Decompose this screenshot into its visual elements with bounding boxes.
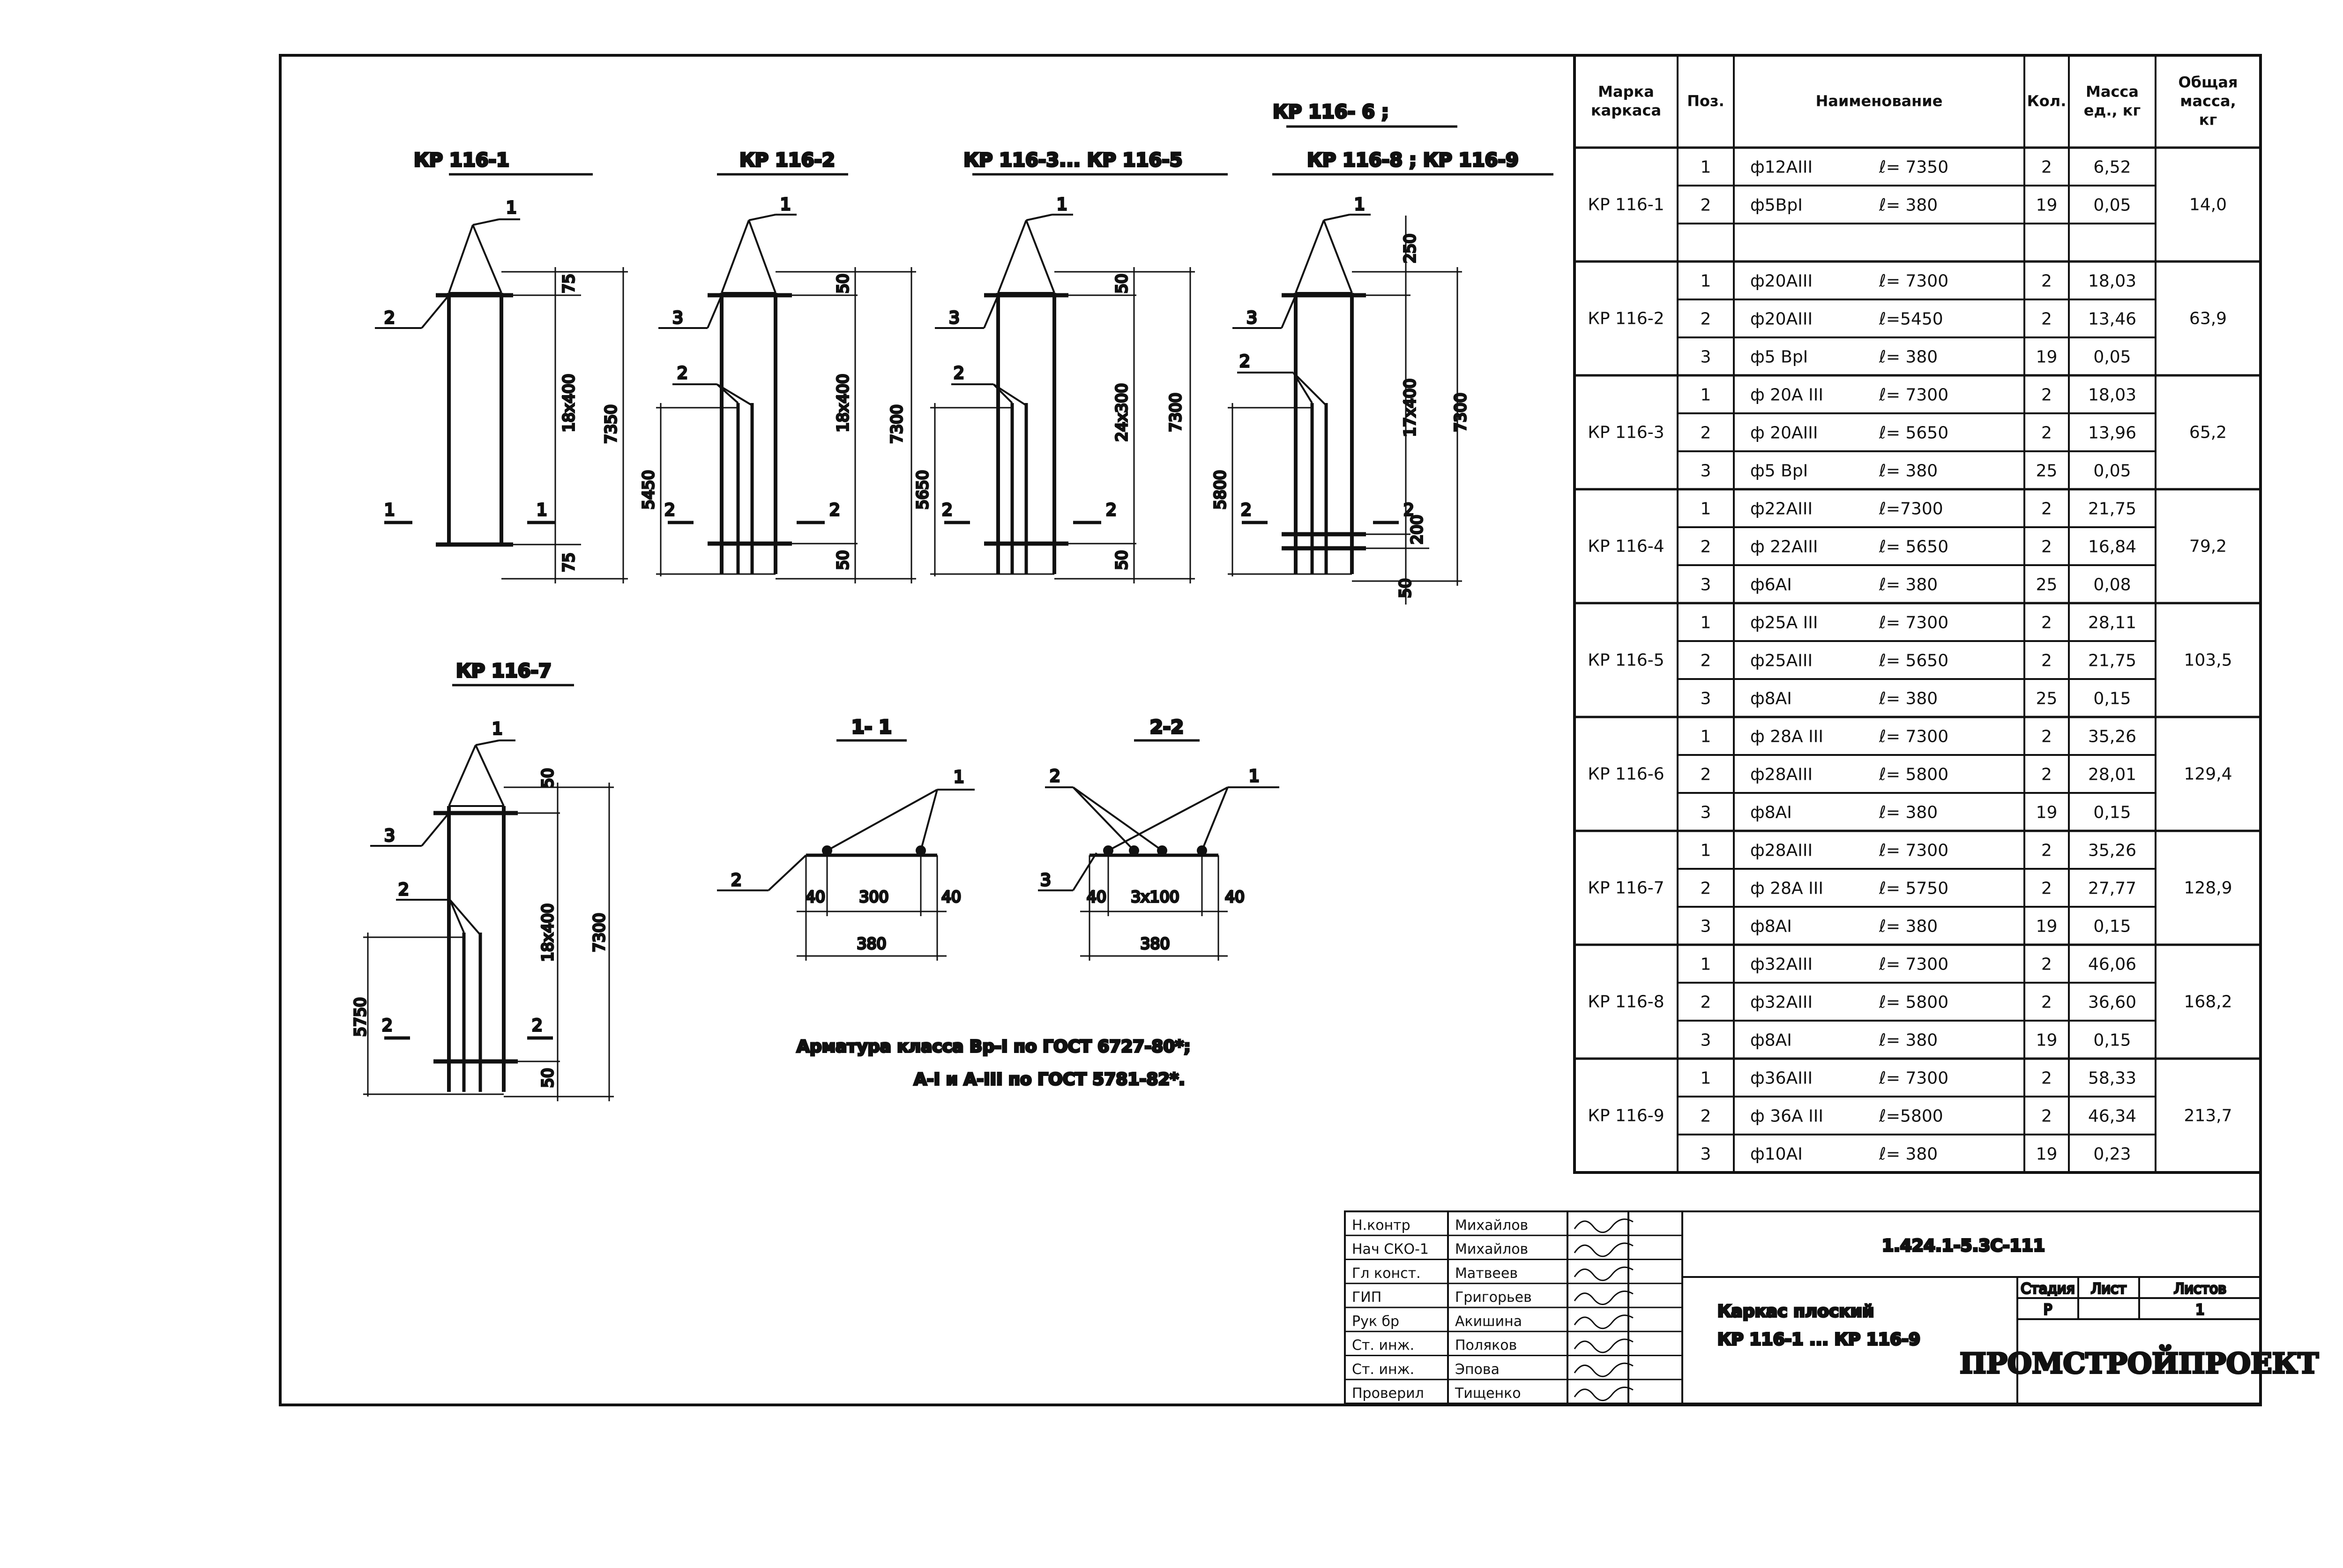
bar-length: ℓ= 380 [1879,347,1938,367]
signature [1574,1363,1633,1376]
title-block [1345,1211,2319,1404]
bar-length: ℓ= 380 [1879,195,1938,215]
stamp-name: Михайлов [1455,1217,1529,1234]
position: 3 [1700,689,1711,709]
section-title: 1- 1 [851,717,892,738]
stamp-name: Михайлов [1455,1241,1529,1258]
section-mark: 2 [1106,500,1117,520]
quantity: 2 [2041,765,2052,784]
table-header: Общая масса, кг [2178,73,2238,129]
position: 1 [1700,613,1711,633]
stamp-role: Н.контр [1352,1217,1410,1234]
bar-name: ф 28А III [1750,879,1823,898]
dim: 300 [859,888,889,906]
organization-name: ПРОМСТРОЙПРОЕКТ [1960,1347,2319,1380]
quantity: 25 [2036,689,2058,709]
dim: 5750 [351,997,369,1037]
section-mark: 2 [1403,500,1414,520]
dim: 380 [1140,934,1170,953]
callout: 1 [954,768,964,787]
signature [1574,1291,1633,1304]
position: 2 [1700,537,1711,557]
dim: 18х400 [538,903,557,962]
stage-value: Р [2043,1302,2052,1318]
quantity: 2 [2041,841,2052,860]
steel-class-note-line2: А-I и А-III по ГОСТ 5781-82*. [914,1070,1185,1089]
drawing-name-line2: КР 116-1 ... КР 116-9 [1717,1330,1921,1349]
signature [1574,1243,1633,1256]
unit-mass: 0,15 [2093,689,2131,709]
frame-drawing-kr116-1 [375,149,628,583]
quantity: 2 [2041,879,2052,898]
position: 1 [1700,841,1711,860]
total-mass: 63,9 [2189,309,2227,329]
quantity: 2 [2041,955,2052,974]
callout: 2 [677,364,688,383]
position: 3 [1700,575,1711,595]
bar-name: ф8АI [1750,803,1792,822]
unit-mass: 18,03 [2088,385,2137,405]
dim: 50 [1112,274,1131,293]
unit-mass: 58,33 [2088,1068,2137,1088]
bar-length: ℓ= 380 [1879,803,1938,822]
unit-mass: 0,05 [2093,461,2131,481]
quantity: 25 [2036,461,2058,481]
bar-name: ф8АI [1750,917,1792,936]
bar-name: ф25АIII [1750,651,1813,671]
quantity: 19 [2036,195,2058,215]
bar-name: ф8АI [1750,1030,1792,1050]
frame-drawing-kr116-2 [639,149,916,583]
signature [1574,1339,1633,1352]
dim: 250 [1401,233,1419,263]
bar-length: ℓ= 5650 [1879,537,1949,557]
position: 2 [1700,765,1711,784]
quantity: 19 [2036,1030,2058,1050]
quantity: 2 [2041,537,2052,557]
callout: 2 [954,364,964,383]
stamp-role: Гл конст. [1352,1265,1421,1282]
quantity: 2 [2041,385,2052,405]
frame-mark: КР 116-3 [1588,423,1664,442]
section-mark: 1 [537,500,547,520]
frame-mark: КР 116-5 [1588,650,1664,670]
stamp-role: ГИП [1352,1289,1382,1306]
stamp-name: Григорьев [1455,1289,1532,1306]
position: 3 [1700,347,1711,367]
callout: 1 [492,719,503,739]
dim: 40 [806,888,825,906]
dim: 40 [941,888,961,906]
sheet-frame [280,55,2261,1405]
dim: 17х400 [1401,378,1419,437]
total-mass: 129,4 [2184,764,2232,784]
frame-mark: КР 116-7 [1588,878,1664,898]
bar-name: ф32АIII [1750,955,1813,974]
bar-length: ℓ= 7300 [1879,1068,1949,1088]
total-mass: 14,0 [2189,195,2227,215]
quantity: 2 [2041,727,2052,747]
table-header: Масса ед., кг [2083,82,2141,119]
bar-length: ℓ= 7350 [1879,157,1949,177]
sheets-value: 1 [2195,1302,2205,1318]
frame-mark: КР 116-2 [1588,309,1664,329]
dim: 50 [1112,550,1131,570]
stamp-name: Эпова [1455,1361,1500,1378]
dim: 3х100 [1131,888,1179,906]
dim: 7300 [888,404,906,444]
unit-mass: 0,08 [2093,575,2131,595]
section-2-2 [1038,717,1279,961]
dim: 75 [560,553,578,572]
callout: 1 [1249,767,1260,786]
dim: 50 [834,274,852,293]
quantity: 2 [2041,1106,2052,1126]
unit-mass: 21,75 [2088,651,2137,671]
unit-mass: 28,11 [2088,613,2137,633]
bar-name: ф20АIII [1750,271,1813,291]
section-mark: 2 [1241,500,1252,520]
sheet-label: Лист [2090,1281,2127,1297]
callout: 2 [384,308,395,328]
dim: 200 [1408,515,1426,545]
bar-name: ф22АIII [1750,499,1813,519]
table-header: Марка каркаса [1590,82,1662,119]
unit-mass: 13,96 [2088,423,2137,443]
callout: 2 [398,880,409,899]
bar-name: ф5 ВрI [1750,461,1808,481]
drawing-title: КР 116-2 [739,149,835,171]
bar-length: ℓ= 5750 [1879,879,1949,898]
section-mark: 2 [942,500,953,520]
bar-length: ℓ= 380 [1879,1144,1938,1164]
bar-length: ℓ= 7300 [1879,841,1949,860]
bar-name: ф32АIII [1750,993,1813,1012]
unit-mass: 16,84 [2088,537,2137,557]
position: 3 [1700,1144,1711,1164]
section-mark: 2 [382,1016,393,1035]
bar-length: ℓ= 380 [1879,1030,1938,1050]
dim: 380 [857,934,887,953]
total-mass: 79,2 [2189,537,2227,556]
stamp-role: Рук бр [1352,1313,1400,1330]
position: 1 [1700,385,1711,405]
bar-length: ℓ= 5650 [1879,423,1949,443]
signature [1574,1315,1633,1329]
quantity: 2 [2041,157,2052,177]
unit-mass: 0,23 [2093,1144,2131,1164]
stamp-name: Акишина [1455,1313,1522,1330]
callout: 3 [949,308,960,328]
callout: 1 [1354,195,1365,214]
total-mass: 128,9 [2184,878,2232,898]
dim: 7300 [1451,393,1470,432]
table-header: Наименование [1815,92,1943,110]
bar-name: ф 36А III [1750,1106,1823,1126]
section-mark: 2 [664,500,675,520]
callout: 3 [1040,871,1051,890]
stamp-name: Матвеев [1455,1265,1518,1282]
section-title: 2-2 [1149,717,1184,738]
callout: 2 [731,871,742,890]
position: 2 [1700,879,1711,898]
callout: 2 [1050,767,1060,786]
unit-mass: 35,26 [2088,841,2137,860]
quantity: 19 [2036,347,2058,367]
dim: 75 [560,274,578,293]
steel-class-note-line1: Арматура класса Вр-I по ГОСТ 6727-80*; [797,1037,1191,1056]
stamp-role: Ст. инж. [1352,1361,1415,1378]
specification-table [1574,55,2261,1172]
dim: 40 [1087,888,1106,906]
position: 2 [1700,423,1711,443]
bar-length: ℓ= 7300 [1879,385,1949,405]
bar-length: ℓ= 380 [1879,917,1938,936]
unit-mass: 27,77 [2088,879,2137,898]
bar-name: ф 20А III [1750,385,1823,405]
unit-mass: 13,46 [2088,309,2137,329]
position: 1 [1700,955,1711,974]
bar-length: ℓ= 380 [1879,689,1938,709]
position: 1 [1700,727,1711,747]
unit-mass: 0,05 [2093,347,2131,367]
callout: 3 [384,826,395,845]
unit-mass: 28,01 [2088,765,2137,784]
document-code: 1.424.1-5.3С-111 [1882,1236,2045,1255]
bar-length: ℓ= 7300 [1879,955,1949,974]
bar-name: ф 20АIII [1750,423,1818,443]
quantity: 2 [2041,993,2052,1012]
dim: 7300 [1166,393,1185,432]
total-mass: 168,2 [2184,992,2232,1012]
sheets-label: Листов [2173,1281,2227,1297]
section-mark: 2 [532,1016,543,1035]
unit-mass: 36,60 [2088,993,2137,1012]
callout: 3 [672,308,683,328]
quantity: 2 [2041,499,2052,519]
quantity: 2 [2041,423,2052,443]
frame-mark: КР 116-9 [1588,1106,1664,1126]
section-mark: 2 [829,500,840,520]
bar-name: ф25А III [1750,613,1818,633]
total-mass: 103,5 [2184,650,2232,670]
position: 3 [1700,803,1711,822]
dim: 50 [1396,578,1414,598]
bar-name: ф28АIII [1750,765,1813,784]
frame-drawing-kr116-3-5 [913,149,1228,583]
dim: 5650 [913,470,932,509]
quantity: 2 [2041,1068,2052,1088]
bar-length: ℓ= 5800 [1879,993,1949,1012]
unit-mass: 0,15 [2093,803,2131,822]
position: 1 [1700,271,1711,291]
quantity: 2 [2041,651,2052,671]
table-header: Кол. [2027,92,2067,110]
callout: 1 [506,198,517,217]
quantity: 2 [2041,271,2052,291]
frame-mark: КР 116-1 [1588,195,1664,215]
callout: 1 [1057,195,1067,214]
dim: 5800 [1211,470,1229,509]
quantity: 19 [2036,1144,2058,1164]
position: 1 [1700,1068,1711,1088]
callout: 1 [780,195,791,214]
bar-length: ℓ=5800 [1879,1106,1943,1126]
dim: 18х400 [560,373,578,433]
quantity: 19 [2036,803,2058,822]
dim: 50 [538,1068,557,1088]
stamp-role: Нач СКО-1 [1352,1241,1429,1258]
stamp-name: Тищенко [1455,1385,1521,1402]
position: 2 [1700,993,1711,1012]
dim: 5450 [639,470,657,509]
stamp-role: Проверил [1352,1385,1424,1402]
bar-length: ℓ= 7300 [1879,271,1949,291]
drawing-title: КР 116-3... КР 116-5 [963,149,1183,171]
bar-length: ℓ= 7300 [1879,727,1949,747]
bar-length: ℓ= 5800 [1879,765,1949,784]
total-mass: 65,2 [2189,423,2227,442]
quantity: 2 [2041,613,2052,633]
section-1-1 [717,717,975,961]
unit-mass: 0,05 [2093,195,2131,215]
drawing-title: КР 116-7 [456,660,552,682]
drawing-title-line1: КР 116- 6 ; [1273,101,1389,123]
position: 2 [1700,1106,1711,1126]
drawing-name-line1: Каркас плоский [1717,1302,1874,1321]
bar-length: ℓ= 5650 [1879,651,1949,671]
frame-drawing-kr116-7 [351,660,614,1101]
bar-name: ф36АIII [1750,1068,1813,1088]
unit-mass: 46,06 [2088,955,2137,974]
stamp-role: Ст. инж. [1352,1337,1415,1354]
signature [1574,1219,1633,1232]
quantity: 19 [2036,917,2058,936]
unit-mass: 35,26 [2088,727,2137,747]
position: 3 [1700,917,1711,936]
total-mass: 213,7 [2184,1106,2232,1126]
bar-name: ф8АI [1750,689,1792,709]
stamp-name: Поляков [1455,1337,1517,1354]
signature [1574,1267,1633,1280]
bar-name: ф5ВрI [1750,195,1803,215]
unit-mass: 46,34 [2088,1106,2137,1126]
unit-mass: 0,15 [2093,917,2131,936]
bar-name: ф28АIII [1750,841,1813,860]
signature [1574,1387,1633,1400]
frame-drawing-kr116-6-8-9 [1211,101,1553,605]
bar-name: ф20АIII [1750,309,1813,329]
position: 2 [1700,651,1711,671]
frame-mark: КР 116-8 [1588,992,1664,1012]
bar-length: ℓ= 380 [1879,461,1938,481]
bar-length: ℓ= 380 [1879,575,1938,595]
dim: 7350 [602,404,620,444]
unit-mass: 0,15 [2093,1030,2131,1050]
dim: 7300 [590,913,608,952]
table-header: Поз. [1687,92,1724,110]
dim: 18х400 [834,373,852,433]
unit-mass: 18,03 [2088,271,2137,291]
dim: 50 [538,768,557,788]
unit-mass: 21,75 [2088,499,2137,519]
position: 2 [1700,195,1711,215]
position: 3 [1700,461,1711,481]
callout: 2 [1239,352,1250,371]
dim: 50 [834,550,852,570]
dim: 40 [1225,888,1245,906]
drawing-title: КР 116-1 [414,149,509,171]
bar-name: ф 22АIII [1750,537,1818,557]
bar-length: ℓ= 7300 [1879,613,1949,633]
unit-mass: 6,52 [2093,157,2131,177]
bar-length: ℓ=5450 [1879,309,1943,329]
position: 3 [1700,1030,1711,1050]
dim: 24х300 [1112,383,1131,442]
position: 1 [1700,157,1711,177]
bar-name: ф 28А III [1750,727,1823,747]
quantity: 25 [2036,575,2058,595]
frame-mark: КР 116-4 [1588,537,1664,556]
position: 2 [1700,309,1711,329]
frame-mark: КР 116-6 [1588,764,1664,784]
bar-name: ф10АI [1750,1144,1803,1164]
bar-name: ф5 ВрI [1750,347,1808,367]
bar-name: ф12АIII [1750,157,1813,177]
stage-label: Стадия [2021,1281,2075,1297]
callout: 3 [1246,308,1257,328]
bar-name: ф6АI [1750,575,1792,595]
drawing-title: КР 116-8 ; КР 116-9 [1307,149,1519,171]
quantity: 2 [2041,309,2052,329]
position: 1 [1700,499,1711,519]
section-mark: 1 [384,500,395,520]
bar-length: ℓ=7300 [1879,499,1943,519]
